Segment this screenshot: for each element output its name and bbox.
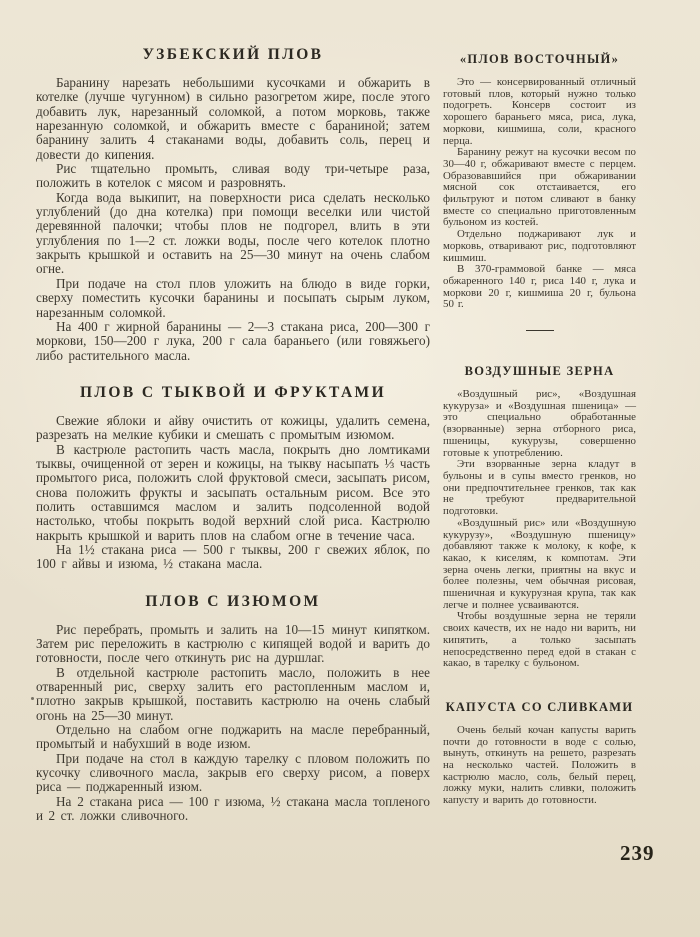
section-title: ВОЗДУШНЫЕ ЗЕРНА: [464, 364, 615, 379]
right-column: [443, 52, 636, 807]
recipe-paragraph: «Воздушный рис» или «Воздушную кукурузу», «Воздушную пшеницу» добавляют также к молоку, к кофе, к какао, к киселям, к компотам. Эти зерна очень легки, приятны на вкус и более полезны, чем обычная рисовая, пшеничная и кукурузная крупа, так как легче и полнее усваиваются.: [443, 516, 636, 611]
recipe-paragraph: Отдельно поджаривают лук и морковь, отваривают рис, подготовляют кишмиш.: [443, 228, 636, 264]
section-title: ПЛОВ С ТЫКВОЙ И ФРУКТАМИ: [79, 383, 387, 401]
recipe-paragraph: Эти взорванные зерна кладут в бульоны и в супы вместо гренков, но они предпочтительнее гренков, так как не требуют предварительной подготовки.: [443, 458, 636, 518]
recipe-paragraph: Рис перебрать, промыть и залить на 10—15 минут кипятком. Затем рис переложить в кастрюлю с кипящей водой и варить до готовности, после чего откинуть рис на дуршлаг.: [36, 621, 430, 666]
recipe-paragraph: «Воздушный рис», «Воздушная кукуруза» и «Воздушная пшеница» — это специально обработанные (взорванные) зерна отборного риса, пшеницы, кукурузы, совершенно готовые к употреблению.: [443, 388, 636, 459]
recipe-paragraph: В отдельной кастрюле растопить масло, положить в нее отваренный рис, сверху залить его растопленным маслом и, плотно закрыв крышкой, поставить кастрюлю на очень слабый огонь на 25—30 минут.: [36, 664, 430, 723]
section-divider: [526, 330, 554, 331]
recipe-paragraph: Очень белый кочан капусты варить почти до готовности в воде с солью, вынуть, откинуть на решето, разрезать на несколько частей. Положить в кастрюлю масло, соль, белый перец, ложку муки, налить сливки, положить капусту и варить до готовности.: [443, 723, 636, 807]
section-title: «ПЛОВ ВОСТОЧНЫЙ»: [459, 52, 620, 66]
recipe-paragraph: При подаче на стол плов уложить на блюдо в виде горки, сверху поместить кусочки баранины и посыпать сырым луком, нарезанным соломкой.: [36, 275, 430, 320]
recipe-paragraph: Чтобы воздушные зерна не теряли своих качеств, их не надо ни варить, ни кипятить, а только засыпать непосредственно перед едой в стакан с какао, в тарелку с бульоном.: [443, 610, 636, 670]
recipe-paragraph: При подаче на стол в каждую тарелку с пловом положить по кусочку сливочного масла, закрыв его сверху рисом, а поверх риса — поджаренный изюм.: [36, 750, 430, 795]
recipe-paragraph: На 1½ стакана риса — 500 г тыквы, 200 г свежих яблок, по 100 г айвы и изюма, ½ стакана масла.: [36, 541, 430, 572]
recipe-section: [36, 593, 430, 824]
recipe-paragraph: На 2 стакана риса — 100 г изюма, ½ стакана масла топленого и 2 ст. ложки сливочного.: [36, 793, 430, 824]
recipe-section: [36, 384, 430, 572]
recipe-section: [443, 700, 636, 807]
section-title: ПЛОВ С ИЗЮМОМ: [145, 592, 321, 610]
recipe-section: [443, 364, 636, 670]
recipe-paragraph: Когда вода выкипит, на поверхности риса сделать несколько углублений (до дна котелка) при помощи веселки или чистой деревянной палочки; чтобы плов не подгорел, влить в эти углубления по 1—2 ст. ложки воды, после чего котелок плотно закрыть крышкой и оставить на 25—30 минут на очень слабом огне.: [36, 189, 430, 277]
recipe-paragraph: В кастрюле растопить часть масла, покрыть дно ломтиками тыквы, очищенной от зерен и кожицы, на тыкву насыпать ⅓ часть промытого риса, положить слой фруктовой смеси, засыпать рисом, снова положить фрукты и засыпать остальным рисом. Все это полить оставшимся маслом и залить подсоленной водой настолько, чтобы покрыть водой верхний слой риса. Кастрюлю накрыть крышкой и варить плов на слабом огне в течение часа.: [36, 441, 430, 543]
recipe-section: [443, 52, 636, 311]
left-column: [36, 46, 430, 823]
recipe-paragraph: Отдельно на слабом огне поджарить на масле перебранный, промытый и набухший в воде изюм.: [36, 722, 430, 752]
recipe-paragraph: Свежие яблоки и айву очистить от кожицы, удалить семена, разрезать на мелкие кубики и смешать с промытым изюмом.: [36, 412, 430, 443]
recipe-paragraph: В 370-граммовой банке — мяса обжаренного 140 г, риса 140 г, лука и моркови 20 г, кишмиша 20 г, бульона 50 г.: [443, 263, 636, 311]
page-number: 239: [620, 841, 655, 865]
recipe-section: [36, 46, 430, 363]
recipe-paragraph: На 400 г жирной баранины — 2—3 стакана риса, 200—300 г моркови, 150—200 г лука, 200 г сала бараньего (или говяжьего) либо растительного масла.: [36, 318, 430, 363]
recipe-paragraph: Баранину режут на кусочки весом по 30—40 г, обжаривают вместе с перцем. Образовавшийся при обжаривании мясной сок отстаивается, его фильтруют и потом сливают в банку вместе со специально приготовленным бульоном из костей.: [443, 146, 636, 229]
section-title: КАПУСТА СО СЛИВКАМИ: [445, 699, 634, 714]
recipe-paragraph: Баранину нарезать небольшими кусочками и обжарить в котелке (лучше чугунном) в сильно разогретом жире, после этого добавить лук, нарезанный соломкой, а потом морковь, также нарезанную соломкой, и обжарить вместе с бараниной; затем баранину залить 4 стаканами воды, добавить соль, перец и довести до кипения.: [36, 75, 430, 162]
recipe-paragraph: Это — консервированный отличный готовый плов, который нужно только подогреть. Консерв состоит из хорошего бараньего мяса, риса, лука, моркови, кишмиша, соли, красного перца.: [443, 76, 636, 147]
section-title: УЗБЕКСКИЙ ПЛОВ: [142, 46, 324, 63]
scan-speck: [31, 697, 34, 700]
recipe-paragraph: Рис тщательно промыть, сливая воду три-четыре раза, положить в котелок с мясом и разровнять.: [36, 161, 430, 191]
